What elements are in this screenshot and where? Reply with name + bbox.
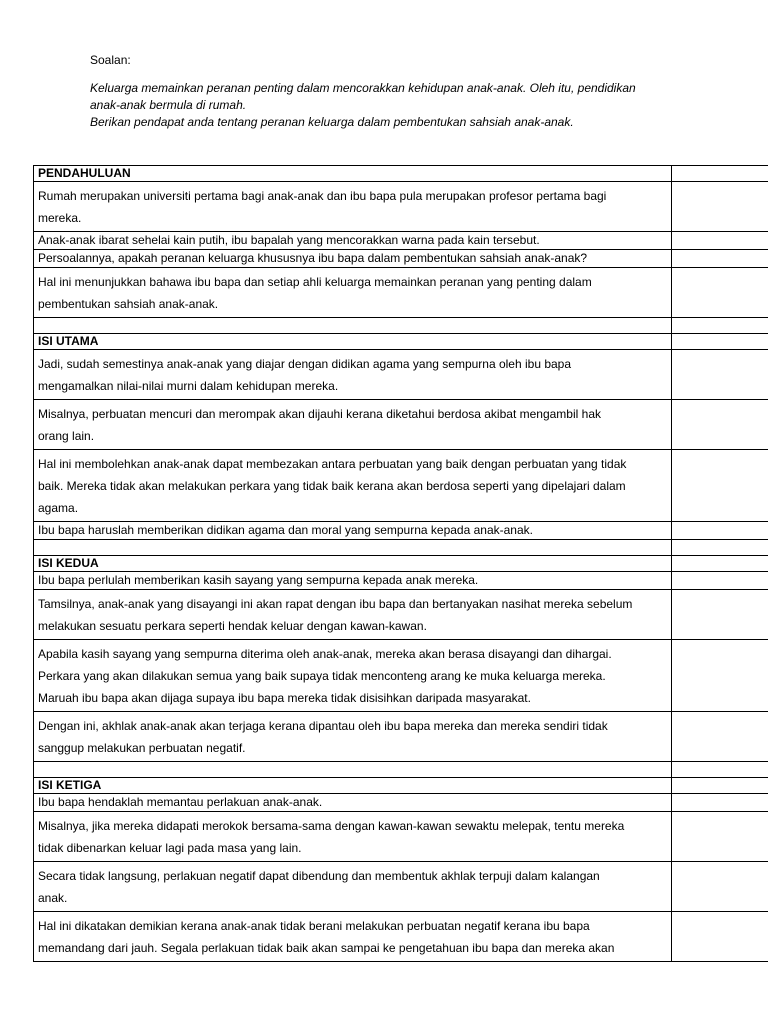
point-text-line: Persoalannya, apakah peranan keluarga khususnya ibu bapa dalam pembentukan sahsiah anak-anak?: [38, 251, 588, 265]
question-line: Keluarga memainkan peranan penting dalam mencorakkan kehidupan anak-anak. Oleh itu, pendidikan: [90, 81, 636, 95]
point-cell: [34, 640, 672, 712]
point-text-line: agama.: [38, 501, 79, 515]
point-text-line: Rumah merupakan universiti pertama bagi anak-anak dan ibu bapa pula merupakan profesor pertama bagi: [38, 189, 607, 203]
table-row: [34, 862, 768, 912]
section-heading: PENDAHULUAN: [34, 166, 672, 182]
point-text-line: Perkara yang akan dilakukan semua yang baik supaya tidak menconteng arang ke muka keluarga mereka.: [38, 669, 606, 683]
section-heading: ISI KEDUA: [34, 556, 672, 572]
point-text-line: Ibu bapa haruslah memberikan didikan agama dan moral yang sempurna kepada anak-anak.: [38, 523, 533, 537]
section-heading: ISI UTAMA: [34, 334, 672, 350]
point-text-line: Hal ini dikatakan demikian kerana anak-anak tidak berani melakukan perbuatan negatif kerana ibu bapa: [38, 919, 590, 933]
table-row: [34, 232, 768, 250]
section-heading-row: [34, 166, 768, 182]
essay-outline-table: [33, 165, 768, 962]
check-cell: [672, 450, 768, 522]
point-cell: [34, 522, 672, 540]
check-cell: [672, 912, 768, 962]
blank-row: [34, 762, 768, 778]
check-cell: [672, 762, 768, 778]
point-cell: [34, 572, 672, 590]
point-cell: [34, 794, 672, 812]
point-text-line: Ibu bapa hendaklah memantau perlakuan anak-anak.: [38, 795, 323, 809]
blank-row: [34, 540, 768, 556]
question-block: [90, 52, 710, 131]
question-line: Berikan pendapat anda tentang peranan keluarga dalam pembentukan sahsiah anak-anak.: [90, 115, 574, 129]
table-row: [34, 812, 768, 862]
point-cell: [34, 912, 672, 962]
point-text-line: memandang dari jauh. Segala perlakuan tidak baik akan sampai ke pengetahuan ibu bapa dan mereka akan: [38, 941, 615, 955]
point-text-line: Dengan ini, akhlak anak-anak akan terjaga kerana dipantau oleh ibu bapa mereka dan mereka sendiri tidak: [38, 719, 608, 733]
blank-cell: [34, 540, 672, 556]
essay-outline-body: [34, 166, 768, 962]
point-cell: [34, 182, 672, 232]
point-text-line: tidak dibenarkan keluar lagi pada masa yang lain.: [38, 841, 302, 855]
point-text-line: Misalnya, jika mereka didapati merokok bersama-sama dengan kawan-kawan sewaktu melepak, tentu mereka: [38, 819, 625, 833]
question-title: Soalan:: [90, 53, 131, 67]
check-cell: [672, 350, 768, 400]
point-cell: [34, 400, 672, 450]
point-cell: [34, 712, 672, 762]
table-row: [34, 400, 768, 450]
point-cell: [34, 232, 672, 250]
check-cell: [672, 590, 768, 640]
table-row: [34, 572, 768, 590]
point-cell: [34, 250, 672, 268]
table-row: [34, 590, 768, 640]
check-cell: [672, 812, 768, 862]
section-heading-row: [34, 778, 768, 794]
point-text-line: pembentukan sahsiah anak-anak.: [38, 297, 219, 311]
point-cell: [34, 268, 672, 318]
point-cell: [34, 450, 672, 522]
section-heading-row: [34, 556, 768, 572]
check-cell: [672, 182, 768, 232]
blank-cell: [34, 762, 672, 778]
check-cell: [672, 522, 768, 540]
check-cell: [672, 334, 768, 350]
point-cell: [34, 350, 672, 400]
point-text-line: orang lain.: [38, 429, 95, 443]
point-text-line: Apabila kasih sayang yang sempurna diterima oleh anak-anak, mereka akan berasa disayangi dan dihargai.: [38, 647, 612, 661]
table-row: [34, 912, 768, 962]
blank-row: [34, 318, 768, 334]
point-text-line: mengamalkan nilai-nilai murni dalam kehidupan mereka.: [38, 379, 339, 393]
point-cell: [34, 862, 672, 912]
table-row: [34, 712, 768, 762]
table-row: [34, 450, 768, 522]
check-cell: [672, 268, 768, 318]
check-cell: [672, 640, 768, 712]
point-text-line: Anak-anak ibarat sehelai kain putih, ibu bapalah yang mencorakkan warna pada kain tersebut.: [38, 233, 540, 247]
table-row: [34, 640, 768, 712]
check-cell: [672, 318, 768, 334]
point-text-line: Jadi, sudah semestinya anak-anak yang diajar dengan didikan agama yang sempurna oleh ibu bapa: [38, 357, 572, 371]
point-text-line: Ibu bapa perlulah memberikan kasih sayang yang sempurna kepada anak mereka.: [38, 573, 479, 587]
check-cell: [672, 778, 768, 794]
check-cell: [672, 540, 768, 556]
check-cell: [672, 400, 768, 450]
question-line: anak-anak bermula di rumah.: [90, 98, 247, 112]
check-cell: [672, 166, 768, 182]
point-text-line: baik. Mereka tidak akan melakukan perkara yang tidak baik kerana akan berdosa seperti yang dipelajari dalam: [38, 479, 626, 493]
table-row: [34, 350, 768, 400]
check-cell: [672, 794, 768, 812]
point-text-line: Misalnya, perbuatan mencuri dan merompak akan dijauhi kerana diketahui berdosa akibat mengambil hak: [38, 407, 601, 421]
point-text-line: sanggup melakukan perbuatan negatif.: [38, 741, 246, 755]
table-row: [34, 268, 768, 318]
table-row: [34, 250, 768, 268]
section-heading-row: [34, 334, 768, 350]
check-cell: [672, 572, 768, 590]
check-cell: [672, 556, 768, 572]
point-cell: [34, 590, 672, 640]
point-text-line: melakukan sesuatu perkara seperti hendak keluar dengan kawan-kawan.: [38, 619, 427, 633]
point-text-line: Hal ini menunjukkan bahawa ibu bapa dan setiap ahli keluarga memainkan peranan yang penting dalam: [38, 275, 592, 289]
point-text-line: mereka.: [38, 211, 82, 225]
table-row: [34, 182, 768, 232]
point-text-line: anak.: [38, 891, 68, 905]
table-row: [34, 794, 768, 812]
point-text-line: Secara tidak langsung, perlakuan negatif dapat dibendung dan membentuk akhlak terpuji dalam kalangan: [38, 869, 600, 883]
check-cell: [672, 862, 768, 912]
point-cell: [34, 812, 672, 862]
check-cell: [672, 232, 768, 250]
point-text-line: Hal ini membolehkan anak-anak dapat membezakan antara perbuatan yang baik dengan perbuatan yang tidak: [38, 457, 627, 471]
table-row: [34, 522, 768, 540]
point-text-line: Maruah ibu bapa akan dijaga supaya ibu bapa mereka tidak disisihkan daripada masyarakat.: [38, 691, 531, 705]
check-cell: [672, 712, 768, 762]
point-text-line: Tamsilnya, anak-anak yang disayangi ini akan rapat dengan ibu bapa dan bertanyakan nasihat mereka sebelum: [38, 597, 633, 611]
blank-cell: [34, 318, 672, 334]
check-cell: [672, 250, 768, 268]
section-heading: ISI KETIGA: [34, 778, 672, 794]
